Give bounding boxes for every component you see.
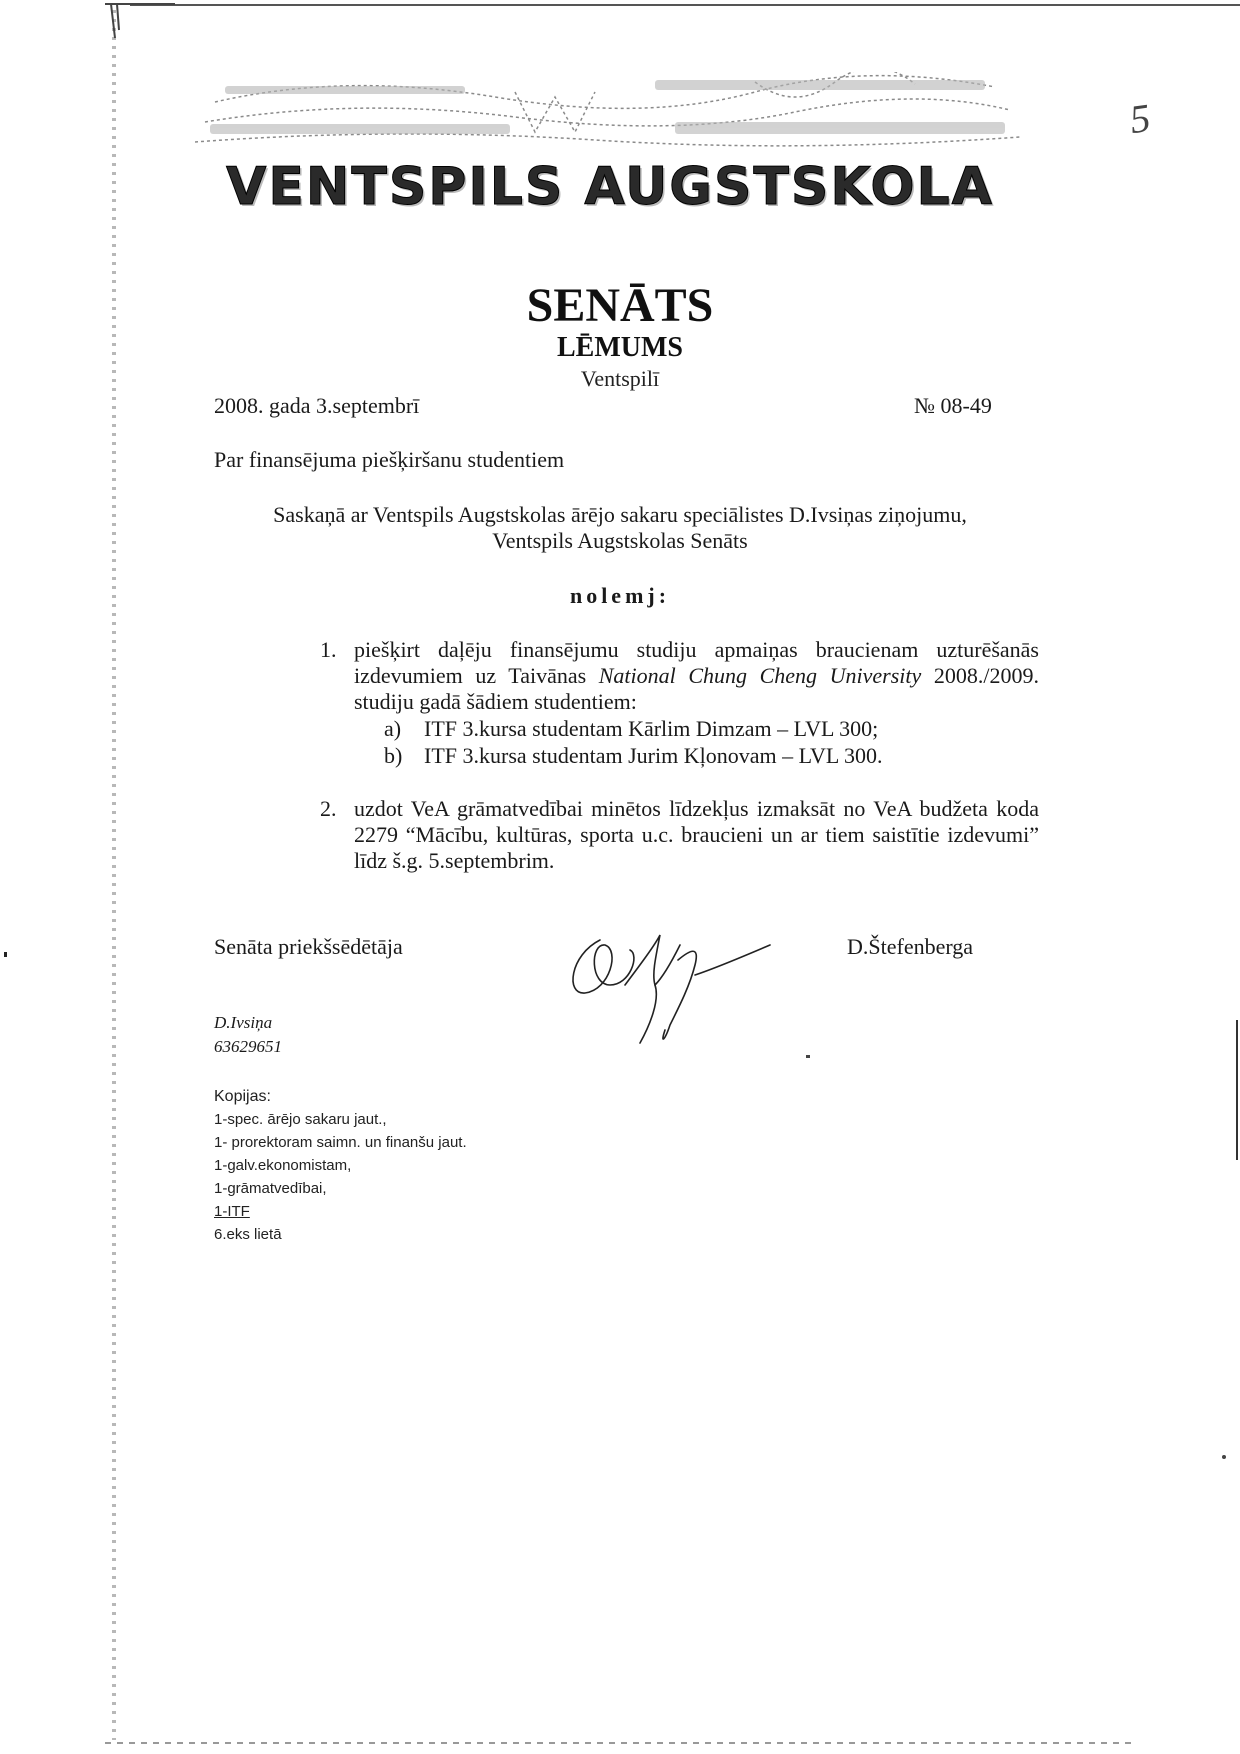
copies-list: [214, 1085, 467, 1246]
document-place: Ventspilī: [580, 366, 660, 391]
item-text-part: piešķirt daļēju finansējumu studiju apmaiņas braucienam uzturēšanās izdevumiem uz Taivānas: [354, 637, 1039, 688]
signatory-name: D.Štefenberga: [847, 934, 974, 959]
decision-heading: nolemj:: [569, 583, 671, 608]
document-body-title: SENĀTS: [526, 279, 714, 332]
scan-speck: [806, 1055, 810, 1058]
bottom-scan-edge: [105, 1742, 1135, 1744]
item-text: [354, 637, 1039, 715]
item-number: 2.: [320, 796, 337, 821]
sub-item: [384, 716, 878, 742]
item-text: uzdot VeA grāmatvedībai minētos līdzekļus izmaksāt no VeA budžeta koda 2279 “Mācību, kultūras, sporta u.c. braucieni un ar tiem saistītie izdevumi” līdz š.g. 5.septembrim.: [354, 796, 1039, 873]
corner-fold-mark: [105, 0, 175, 40]
copies-line: 6.eks lietā: [214, 1226, 282, 1243]
document-subject: Par finansējuma piešķiršanu studentiem: [214, 447, 565, 472]
right-scan-edge: [1236, 1020, 1238, 1160]
copies-line: 1-galv.ekonomistam,: [214, 1157, 352, 1174]
left-scan-edge: [112, 10, 116, 1740]
copies-line: 1-spec. ārējo sakaru jaut.,: [214, 1111, 387, 1128]
letterhead-banner-graphic: [195, 72, 1020, 152]
document-number: № 08-49: [914, 393, 992, 418]
scan-speck: [1222, 1455, 1226, 1459]
sub-item-label: a): [384, 716, 402, 741]
prepared-by-name: D.Ivsiņa: [214, 1013, 273, 1032]
handwritten-signature: [560, 915, 780, 1050]
copies-line: 1-ITF: [214, 1203, 250, 1220]
intro-line-1: Saskaņā ar Ventspils Augstskolas ārējo sakaru speciālistes D.Ivsiņas ziņojumu,: [273, 502, 967, 527]
item-number: 1.: [320, 637, 337, 662]
copies-heading: Kopijas:: [214, 1088, 271, 1105]
intro-line-2: Ventspils Augstskolas Senāts: [492, 528, 748, 553]
sub-item-text: ITF 3.kursa studentam Jurim Kļonovam – LVL 300.: [424, 743, 883, 768]
document-date: 2008. gada 3.septembrī: [214, 393, 420, 418]
decision-item: [320, 796, 1040, 886]
sub-item-text: ITF 3.kursa studentam Kārlim Dimzam – LVL 300;: [424, 716, 879, 741]
copies-line: 1- prorektoram saimn. un finanšu jaut.: [214, 1134, 467, 1151]
signatory-role: Senāta priekšsēdētāja: [214, 934, 403, 959]
prepared-by-phone: 63629651: [214, 1037, 282, 1056]
page-number: 5: [1126, 94, 1154, 143]
top-scan-edge: [130, 4, 1240, 6]
university-name: National Chung Cheng University: [598, 663, 922, 688]
sub-item: [384, 743, 883, 769]
scan-speck: [4, 952, 7, 957]
sub-item-label: b): [384, 743, 403, 768]
institution-logo-title: VENTSPILS AUGSTSKOLA: [226, 157, 994, 217]
copies-line: 1-grāmatvedībai,: [214, 1180, 327, 1197]
item-text-part: 2008./2009. studiju gadā šādiem studentiem:: [354, 663, 1039, 714]
document-type: LĒMUMS: [557, 332, 683, 363]
